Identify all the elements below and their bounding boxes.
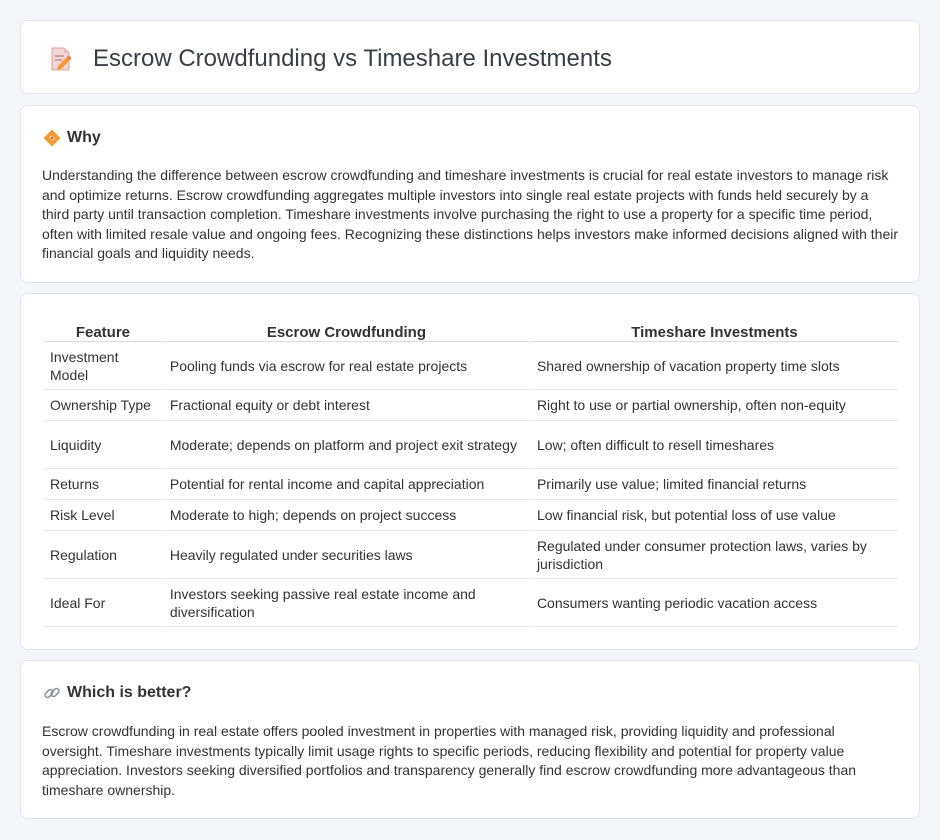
timeshare-cell: Low financial risk, but potential loss of use value	[531, 500, 898, 531]
which-is-better-body-text: Escrow crowdfunding in real estate offers pooled investment in properties with managed risk, providing liquidity and professional oversight. Timeshare investments typically limit usage rights to specific periods, reducing flexibility and potential for property value appreciation. Investors seeking diversified portfolios and transparency generally find escrow crowdfunding more advantageous than timeshare ownership.	[42, 723, 857, 798]
table-row	[44, 500, 898, 531]
feature-cell: Regulation	[44, 531, 162, 579]
header-card	[20, 20, 920, 94]
table-row	[44, 531, 898, 579]
timeshare-cell: Primarily use value; limited financial returns	[531, 469, 898, 500]
feature-cell: Risk Level	[44, 500, 162, 531]
table-row	[44, 421, 898, 469]
which-is-better-title: Which is better?	[67, 684, 192, 701]
feature-cell: Ownership Type	[44, 390, 162, 421]
timeshare-cell: Consumers wanting periodic vacation access	[531, 579, 898, 627]
escrow-cell: Potential for rental income and capital appreciation	[164, 469, 529, 500]
document-pencil-icon	[49, 46, 73, 72]
page-title: Escrow Crowdfunding vs Timeshare Investments	[93, 45, 612, 72]
which-is-better-section	[20, 660, 920, 819]
table-row	[44, 390, 898, 421]
escrow-cell: Moderate; depends on platform and project exit strategy	[164, 421, 529, 469]
header-timeshare-investments: Timeshare Investments	[531, 314, 898, 342]
header-feature: Feature	[44, 314, 162, 342]
comparison-table-card	[20, 293, 920, 650]
why-title: Why	[67, 129, 101, 146]
feature-cell: Investment Model	[44, 342, 162, 390]
why-body-text: Understanding the difference between escrow crowdfunding and timeshare investments is crucial for real estate investors to manage risk and optimize returns. Escrow crowdfunding aggregates multiple investors into single real estate projects with funds held securely by a third party until transaction completion. Timeshare investments involve purchasing the right to use a property for a specific time period, often with limited resale value and ongoing fees. Recognizing these distinctions helps investors make informed decisions aligned with their financial goals and liquidity needs.	[42, 167, 899, 261]
escrow-cell: Heavily regulated under securities laws	[164, 531, 529, 579]
diamond-warning-icon	[43, 129, 61, 147]
escrow-cell: Fractional equity or debt interest	[164, 390, 529, 421]
escrow-cell: Moderate to high; depends on project success	[164, 500, 529, 531]
timeshare-cell: Right to use or partial ownership, often non-equity	[531, 390, 898, 421]
feature-cell: Liquidity	[44, 421, 162, 469]
link-icon	[43, 684, 61, 702]
feature-cell: Ideal For	[44, 579, 162, 627]
header-escrow-crowdfunding: Escrow Crowdfunding	[164, 314, 529, 342]
table-row	[44, 469, 898, 500]
comparison-table	[42, 314, 900, 627]
table-header-row	[44, 314, 898, 342]
timeshare-cell: Regulated under consumer protection laws, varies by jurisdiction	[531, 531, 898, 579]
table-row	[44, 342, 898, 390]
escrow-cell: Pooling funds via escrow for real estate projects	[164, 342, 529, 390]
table-row	[44, 579, 898, 627]
feature-cell: Returns	[44, 469, 162, 500]
timeshare-cell: Low; often difficult to resell timeshares	[531, 421, 898, 469]
timeshare-cell: Shared ownership of vacation property time slots	[531, 342, 898, 390]
escrow-cell: Investors seeking passive real estate income and diversification	[164, 579, 529, 627]
why-section	[20, 105, 920, 283]
